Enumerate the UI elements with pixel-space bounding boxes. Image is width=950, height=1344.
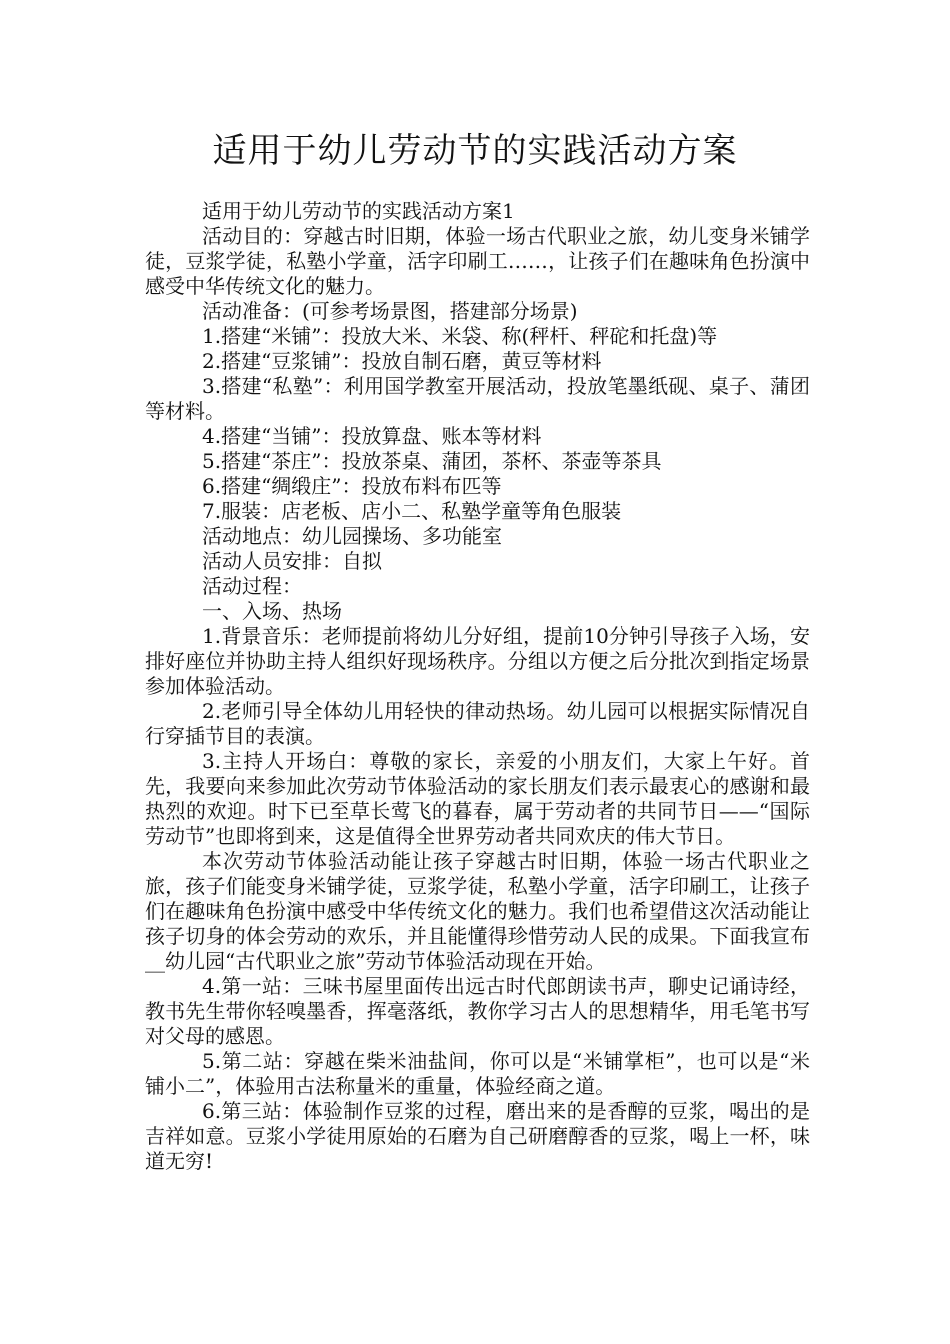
document-paragraph: 3.主持人开场白：尊敬的家长，亲爱的小朋友们，大家上午好。首先，我要向来参加此次劳动节体验活动的家长朋友们表示最衷心的感谢和最热烈的欢迎。时下已至草长莺飞的暮春，属于劳动者的共同节日——“国际劳动节”也即将到来，这是值得全世界劳动者共同欢庆的伟大节日。 [145, 749, 810, 848]
document-paragraph: 1.搭建“米铺”：投放大米、米袋、称(秤杆、秤砣和托盘)等 [202, 324, 718, 348]
document-paragraph: 6.搭建“绸缎庄”：投放布料布匹等 [202, 474, 502, 498]
document-paragraph: 2.老师引导全体幼儿用轻快的律动热场。幼儿园可以根据实际情况自行穿插节目的表演。 [145, 699, 810, 748]
document-paragraph: 活动准备：(可参考场景图，搭建部分场景) [202, 299, 578, 323]
document-paragraph: 活动目的：穿越古时旧期，体验一场古代职业之旅，幼儿变身米铺学徒，豆浆学徒，私塾小学童，活字印刷工……，让孩子们在趣味角色扮演中感受中华传统文化的魅力。 [145, 224, 810, 298]
document-paragraph: 2.搭建“豆浆铺”：投放自制石磨，黄豆等材料 [202, 349, 602, 373]
document-paragraph: 7.服装：店老板、店小二、私塾学童等角色服装 [202, 499, 622, 523]
document-paragraph: 5.搭建“茶庄”：投放茶桌、蒲团，茶杯、茶壶等茶具 [202, 449, 662, 473]
document-paragraph: 6.第三站：体验制作豆浆的过程，磨出来的是香醇的豆浆，喝出的是吉祥如意。豆浆小学徒用原始的石磨为自己研磨醇香的豆浆，喝上一杯，味道无穷! [145, 1099, 810, 1173]
document-paragraph: 4.第一站：三味书屋里面传出远古时代郎朗读书声，聊史记诵诗经，教书先生带你轻嗅墨香，挥毫落纸，教你学习古人的思想精华，用毛笔书写对父母的感恩。 [145, 974, 810, 1048]
document-paragraph: 5.第二站：穿越在柴米油盐间，你可以是“米铺掌柜”，也可以是“米铺小二”，体验用古法称量米的重量，体验经商之道。 [145, 1049, 810, 1098]
document-paragraph: 1.背景音乐：老师提前将幼儿分好组，提前10分钟引导孩子入场，安排好座位并协助主持人组织好现场秩序。分组以方便之后分批次到指定场景参加体验活动。 [145, 624, 810, 698]
document-paragraph: 活动过程： [202, 574, 302, 598]
document-paragraph: 适用于幼儿劳动节的实践活动方案1 [202, 199, 515, 223]
document-title: 适用于幼儿劳动节的实践活动方案 [212, 131, 738, 171]
document-paragraph: 一、入场、热场 [202, 599, 342, 623]
document-paragraph: 3.搭建“私塾”：利用国学教室开展活动，投放笔墨纸砚、桌子、蒲团等材料。 [145, 374, 810, 423]
document-paragraph: 活动人员安排：自拟 [202, 549, 382, 573]
document-paragraph: 本次劳动节体验活动能让孩子穿越古时旧期，体验一场古代职业之旅，孩子们能变身米铺学徒，豆浆学徒，私塾小学童，活字印刷工，让孩子们在趣味角色扮演中感受中华传统文化的魅力。我们也希望借这次活动能让孩子切身的体会劳动的欢乐，并且能懂得珍惜劳动人民的成果。下面我宣布__幼儿园“古代职业之旅”劳动节体验活动现在开始。 [145, 849, 810, 973]
document-paragraph: 4.搭建“当铺”：投放算盘、账本等材料 [202, 424, 542, 448]
document-body [145, 199, 810, 1174]
document-paragraph: 活动地点：幼儿园操场、多功能室 [202, 524, 502, 548]
